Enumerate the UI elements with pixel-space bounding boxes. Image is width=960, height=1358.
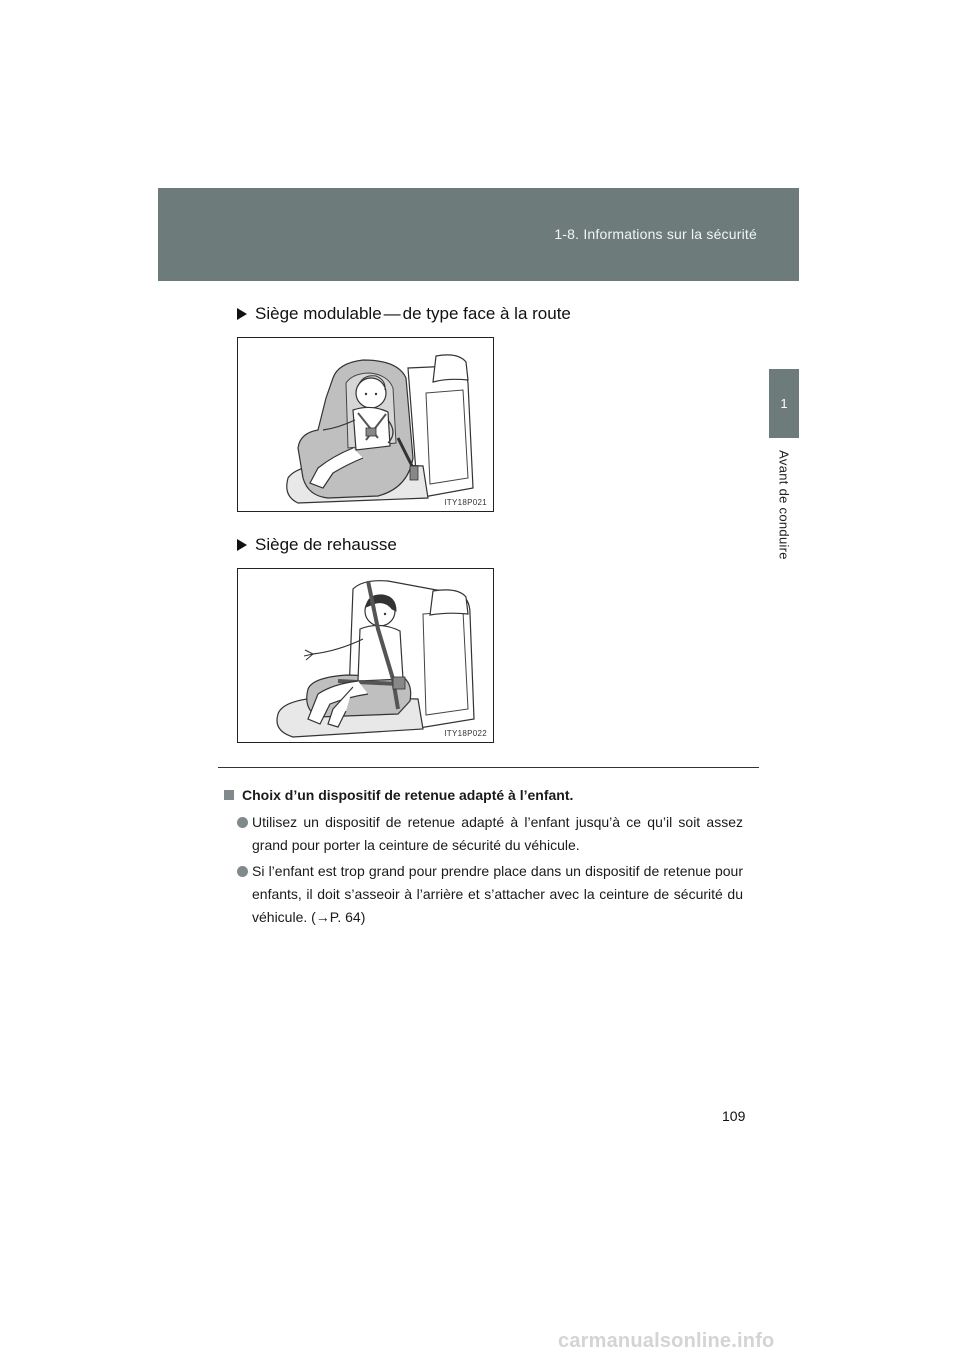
section-divider	[218, 767, 759, 768]
figure-1-heading-dash: —	[383, 304, 401, 323]
figure-1-heading	[237, 304, 571, 324]
booster-seat-illustration	[237, 568, 494, 743]
chapter-label: Avant de conduire	[776, 450, 792, 560]
figure-1-code: ITY18P021	[444, 498, 487, 507]
figure-1-heading-after: de type face à la route	[402, 304, 571, 323]
section-title: 1-8. Informations sur la sécurité	[554, 226, 757, 242]
note-heading-text: Choix d’un dispositif de retenue adapté à l’enfant.	[242, 787, 574, 803]
page-number: 109	[722, 1108, 746, 1124]
note-bullet-2	[237, 860, 743, 929]
figure-1-heading-before: Siège modulable	[255, 304, 382, 323]
square-bullet-icon	[224, 790, 234, 800]
forward-facing-seat-drawing	[238, 338, 494, 512]
round-bullet-icon	[237, 817, 248, 828]
note-bullet-2-text: Si l’enfant est trop grand pour prendre place dans un dispositif de retenue pour enfants, il doit s’asseoir à l’arrière et s’attacher avec la ceinture de sécurité du véhicule. (→P. 64)	[252, 863, 743, 925]
booster-seat-drawing	[238, 569, 494, 743]
header-band	[158, 188, 799, 281]
forward-facing-seat-illustration	[237, 337, 494, 512]
watermark: carmanualsonline.info	[558, 1330, 775, 1352]
triangle-bullet-icon	[237, 308, 247, 320]
note-heading	[224, 787, 573, 803]
triangle-bullet-icon	[237, 539, 247, 551]
figure-2-heading	[237, 535, 397, 555]
chapter-number: 1	[780, 396, 788, 411]
note-bullet-1	[237, 811, 743, 857]
round-bullet-icon	[237, 866, 248, 877]
chapter-tab[interactable]	[769, 369, 799, 438]
figure-2-heading-text: Siège de rehausse	[255, 535, 397, 554]
figure-2-code: ITY18P022	[444, 729, 487, 738]
note-bullet-1-text: Utilisez un dispositif de retenue adapté à l’enfant jusqu’à ce qu’il soit assez grand pour porter la ceinture de sécurité du véhicule.	[252, 814, 743, 853]
